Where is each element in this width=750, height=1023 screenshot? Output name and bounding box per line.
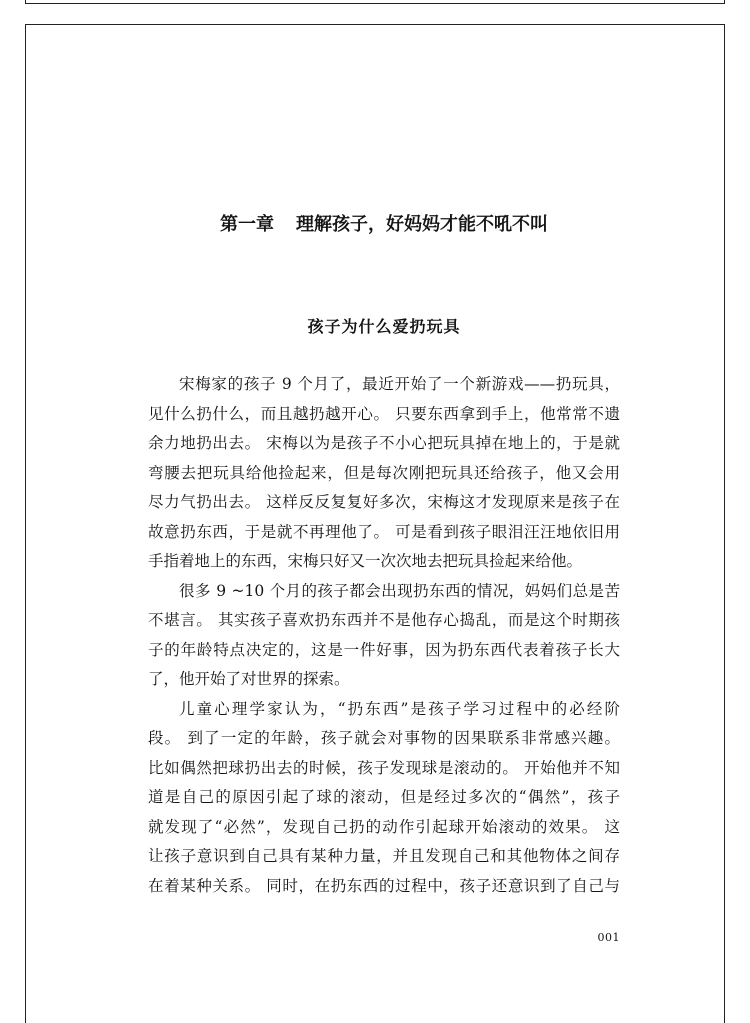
text-line: 弯腰去把玩具给他捡起来，但是每次刚把玩具还给孩子，他又会用 xyxy=(148,463,620,482)
text-line: 子的年龄特点决定的，这是一件好事，因为扔东西代表着孩子长大 xyxy=(148,640,620,659)
text-line: 儿童心理学家认为，“扔东西”是孩子学习过程中的必经阶 xyxy=(179,699,620,718)
page-number: 001 xyxy=(597,931,620,944)
text-line: 宋梅家的孩子 9 个月了，最近开始了一个新游戏——扔玩具， xyxy=(179,375,620,393)
text-line: 段。 到了一定的年龄，孩子就会对事物的因果联系非常感兴趣。 xyxy=(148,729,620,747)
section-title: 孩子为什么爱扔玩具 xyxy=(307,317,461,336)
text-line: 道是自己的原因引起了球的滚动，但是经过多次的“偶然”，孩子 xyxy=(148,788,620,806)
previous-page-frame xyxy=(25,0,725,4)
text-line: 就发现了“必然”，发现自己扔的动作引起球开始滚动的效果。 这 xyxy=(148,817,620,836)
body-text xyxy=(148,370,620,901)
chapter-label: 第一章 xyxy=(220,214,274,235)
paragraph xyxy=(148,370,620,577)
text-line: 手指着地上的东西，宋梅只好又一次次地去把玩具捡起来给他。 xyxy=(148,552,583,570)
text-line: 不堪言。 其实孩子喜欢扔东西并不是他存心捣乱，而是这个时期孩 xyxy=(148,611,620,629)
text-line: 在着某种关系。 同时，在扔东西的过程中，孩子还意识到了自己与 xyxy=(148,876,620,895)
paragraph xyxy=(148,695,620,902)
text-line: 让孩子意识到自己具有某种力量，并且发现自己和其他物体之间存 xyxy=(148,847,620,865)
chapter-heading xyxy=(148,210,620,240)
text-line: 故意扔东西，于是就不再理他了。 可是看到孩子眼泪汪汪地依旧用 xyxy=(148,522,620,541)
text-line: 余力地扔出去。 宋梅以为是孩子不小心把玩具掉在地上的，于是就 xyxy=(148,434,620,452)
text-line: 见什么扔什么，而且越扔越开心。 只要东西拿到手上，他常常不遗 xyxy=(148,404,620,423)
text-line: 比如偶然把球扔出去的时候，孩子发现球是滚动的。 开始他并不知 xyxy=(148,758,620,777)
text-line: 很多 9 ~10 个月的孩子都会出现扔东西的情况，妈妈们总是苦 xyxy=(179,581,620,600)
paragraph xyxy=(148,577,620,695)
text-line: 了，他开始了对世界的探索。 xyxy=(148,670,350,688)
text-line: 尽力气扔出去。 这样反反复复好多次，宋梅这才发现原来是孩子在 xyxy=(148,493,620,511)
chapter-title: 理解孩子，好妈妈才能不吼不叫 xyxy=(296,214,548,235)
